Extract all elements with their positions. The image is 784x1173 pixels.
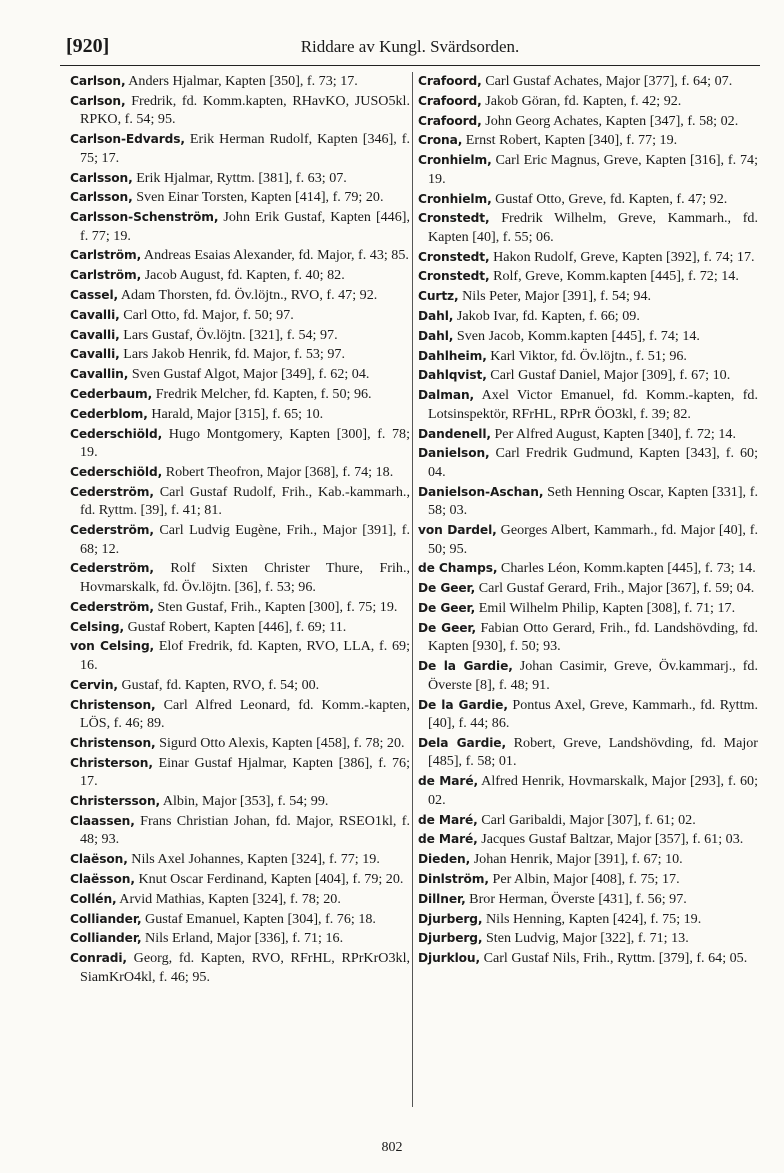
entry-surname: Danielson-Aschan, [418,484,544,499]
entry-surname: De Geer, [418,600,476,615]
entry-surname: Claassen, [70,813,135,828]
entry-surname: Dinlström, [418,871,489,886]
entry-details: Per Albin, Major [408], f. 75; 17. [492,870,680,887]
register-entry [70,92,410,129]
entry-surname: Carlsson, [70,170,133,185]
entry-details: Georg, fd. Kapten, RVO, RFrHL, RPrKrO3kl, SiamKrO4kl, f. 46; 95. [80,950,411,985]
entry-details: Nils Axel Johannes, Kapten [324], f. 77; 19. [131,851,380,868]
entry-surname: Crafoord, [418,74,482,88]
register-entry [70,208,410,245]
entry-surname: Djurberg, [418,911,483,926]
register-entry [70,326,410,345]
entry-surname: Dela Gardie, [418,735,506,750]
register-entry [70,618,410,637]
entry-details: Jacob August, fd. Kapten, f. 40; 82. [144,267,345,284]
entry-details: Gustaf Emanuel, Kapten [304], f. 76; 18. [145,910,376,927]
entry-details: Jakob Ivar, fd. Kapten, f. 66; 09. [456,308,640,324]
entry-details: Carl Gustaf Gerard, Frih., Major [367], f. 59; 04. [478,580,755,597]
entry-details: Jakob Göran, fd. Kapten, f. 42; 92. [485,92,682,109]
entry-details: Seth Henning Oscar, Kapten [331], f. 58; 03. [428,483,758,519]
entry-details: Carl Gustaf Rudolf, Frih., Kab.-kammarh., fd. Ryttm. [39], f. 41; 81. [80,483,410,519]
register-entry [70,130,410,167]
entry-surname: Christenson, [70,697,156,712]
entry-details: Erik Herman Rudolf, Kapten [346], f. 75; 17. [80,131,410,166]
entry-columns [70,72,766,1112]
entry-details: Albin, Major [353], f. 54; 99. [162,793,329,810]
entry-surname: Cederström, [70,561,154,576]
entry-surname: Djurberg, [418,931,483,946]
entry-details: Gustaf Robert, Kapten [446], f. 69; 11. [127,618,347,635]
register-entry [70,266,410,285]
register-entry [70,521,410,558]
register-entry [418,559,758,578]
entry-details: Fabian Otto Gerard, Frih., fd. Landshövding, fd. Kapten [930], f. 50; 93. [428,619,758,655]
page-number: [920] [66,35,110,57]
register-entry [418,870,758,889]
entry-surname: de Maré, [418,812,478,827]
register-entry [418,521,758,558]
column-divider [412,72,413,1107]
entry-details: Johan Henrik, Major [391], f. 67; 10. [473,851,683,868]
entry-surname: Cederström, [70,484,154,499]
register-entry [70,246,410,265]
entry-details: Hakon Rudolf, Greve, Kapten [392], f. 74; 17. [493,248,755,265]
register-entry [70,405,410,424]
register-entry [70,734,410,753]
entry-details: Georges Albert, Kammarh., fd. Major [40], f. 50; 95. [428,522,758,557]
register-entry [70,850,410,869]
register-entry [70,929,410,948]
register-entry [418,209,758,246]
entry-details: Fredrik Wilhelm, Greve, Kammarh., fd. Kapten [40], f. 55; 06. [428,210,758,245]
register-entry [418,890,758,909]
register-entry [70,890,410,909]
entry-surname: Cronhielm, [418,191,492,206]
register-entry [418,347,758,366]
entry-surname: De la Gardie, [418,697,508,712]
entry-surname: Dahl, [418,328,454,343]
entry-details: Johan Casimir, Greve, Öv.kammarj., fd. Överste [8], f. 48; 91. [428,658,758,693]
entry-surname: Crona, [418,133,463,148]
entry-details: Sven Jacob, Komm.kapten [445], f. 74; 14. [456,327,700,344]
entry-surname: Collén, [70,891,117,906]
entry-surname: Cederschiöld, [70,426,163,441]
entry-details: Nils Peter, Major [391], f. 54; 94. [462,288,652,305]
entry-surname: Carlson, [70,93,126,108]
entry-surname: Curtz, [418,289,459,304]
entry-details: Robert Theofron, Major [368], f. 74; 18. [165,463,394,480]
register-entry [418,287,758,306]
register-entry [418,267,758,286]
page-title: Riddare av Kungl. Svärdsorden. [300,37,520,56]
entry-details: John Erik Gustaf, Kapten [446], f. 77; 19. [80,209,410,244]
register-entry [70,792,410,811]
register-entry [418,112,758,131]
entry-details: Carl Gustaf Nils, Frih., Ryttm. [379], f. 64; 05. [483,950,748,967]
register-entry [418,131,758,150]
register-entry [418,579,758,598]
right-column [418,72,758,969]
entry-details: Carl Gustaf Achates, Major [377], f. 64; 07. [485,73,733,89]
entry-surname: Christenson, [70,735,156,750]
entry-surname: Cederschiöld, [70,464,163,479]
entry-surname: Cavalli, [70,307,120,322]
register-entry [70,72,410,91]
entry-details: Carl Otto, fd. Major, f. 50; 97. [123,306,294,323]
entry-details: Sten Gustaf, Frih., Kapten [300], f. 75; 19. [157,598,398,615]
entry-surname: Dahl, [418,309,454,323]
entry-details: Fredrik Melcher, fd. Kapten, f. 50; 96. [155,385,372,402]
entry-surname: Carlson, [70,74,126,88]
entry-surname: De Geer, [418,620,477,635]
entry-details: Sigurd Otto Alexis, Kapten [458], f. 78; 20. [159,734,405,751]
entry-details: Carl Alfred Leonard, fd. Komm.-kapten, LÖS, f. 46; 89. [80,696,411,732]
register-entry [418,949,758,968]
entry-details: Carl Fredrik Gudmund, Kapten [343], f. 60; 04. [428,445,758,480]
left-column [70,72,410,987]
entry-surname: Dillner, [418,891,466,906]
register-entry [418,72,758,91]
register-entry [70,286,410,305]
entry-details: Per Alfred August, Kapten [340], f. 72; 14. [494,425,736,442]
entry-details: Rolf, Greve, Komm.kapten [445], f. 72; 14. [493,268,739,285]
register-entry [70,676,410,695]
register-entry [418,307,758,326]
register-entry [70,870,410,889]
register-entry [70,598,410,617]
entry-surname: Cavalli, [70,347,120,362]
register-entry [70,812,410,849]
entry-surname: Cronstedt, [418,269,490,284]
register-entry [418,772,758,809]
entry-details: Rolf Sixten Christer Thure, Frih., Hovmarskalk, fd. Öv.löjtn. [36], f. 53; 96. [80,560,410,595]
register-entry [70,345,410,364]
entry-surname: Colliander, [70,931,142,946]
register-entry [418,910,758,929]
entry-details: Sven Einar Torsten, Kapten [414], f. 79; 20. [136,189,384,206]
register-entry [418,657,758,694]
entry-surname: von Celsing, [70,639,155,654]
entry-surname: Dieden, [418,852,471,867]
register-entry [70,949,410,986]
entry-surname: Cronstedt, [418,211,490,226]
entry-surname: De la Gardie, [418,659,513,674]
entry-details: Gustaf Otto, Greve, fd. Kapten, f. 47; 92. [495,190,728,207]
entry-surname: Carlson-Edvards, [70,132,185,147]
entry-surname: Dahlheim, [418,348,487,363]
entry-details: Andreas Esaias Alexander, fd. Major, f. 43; 85. [143,247,409,264]
entry-details: Charles Léon, Komm.kapten [445], f. 73; 14. [500,560,756,577]
entry-surname: Crafoord, [418,113,482,128]
register-entry [418,850,758,869]
entry-surname: Carlström, [70,268,142,283]
entry-details: Pontus Axel, Greve, Kammarh., fd. Ryttm. [40], f. 44; 86. [428,696,758,732]
entry-surname: de Maré, [418,774,479,789]
entry-details: Sven Gustaf Algot, Major [349], f. 62; 04. [131,366,370,383]
entry-details: Ernst Robert, Kapten [340], f. 77; 19. [465,132,678,149]
entry-surname: Cronstedt, [418,249,490,264]
entry-surname: Cederström, [70,523,154,538]
entry-surname: Danielson, [418,446,490,461]
register-entry [418,696,758,733]
entry-surname: Christerson, [70,755,153,770]
entry-surname: Carlsson-Schenström, [70,210,219,225]
entry-surname: Claësson, [70,871,135,886]
register-entry [70,188,410,207]
register-entry [418,811,758,830]
entry-surname: Dalman, [418,388,475,403]
entry-surname: Conradi, [70,951,127,966]
entry-details: Carl Gustaf Daniel, Major [309], f. 67; 10. [490,367,731,384]
register-entry [70,463,410,482]
entry-surname: Crafoord, [418,93,482,108]
register-entry [70,306,410,325]
entry-details: Bror Herman, Överste [431], f. 56; 97. [469,890,687,907]
register-entry [418,327,758,346]
entry-details: Nils Henning, Kapten [424], f. 75; 19. [485,910,702,927]
register-entry [418,386,758,423]
entry-details: Nils Erland, Major [336], f. 71; 16. [145,930,344,947]
entry-details: Erik Hjalmar, Ryttm. [381], f. 63; 07. [136,169,347,186]
entry-surname: Carlsson, [70,190,133,205]
entry-surname: von Dardel, [418,523,497,538]
entry-details: Anders Hjalmar, Kapten [350], f. 73; 17. [128,73,358,89]
entry-surname: De Geer, [418,581,476,596]
entry-surname: Celsing, [70,619,125,634]
entry-details: Robert, Greve, Landshövding, fd. Major [485], f. 58; 01. [428,734,758,770]
entry-details: Carl Ludvig Eugène, Frih., Major [391], f. 68; 12. [80,522,411,557]
entry-details: Einar Gustaf Hjalmar, Kapten [386], f. 76; 17. [80,754,410,790]
entry-details: Alfred Henrik, Hovmarskalk, Major [293], f. 60; 02. [428,773,758,808]
entry-details: Gustaf, fd. Kapten, RVO, f. 54; 00. [121,676,320,693]
entry-details: John Georg Achates, Kapten [347], f. 58; 02. [485,112,739,129]
entry-surname: de Champs, [418,561,498,576]
entry-surname: Djurklou, [418,951,481,966]
register-entry [418,734,758,771]
entry-details: Elof Fredrik, fd. Kapten, RVO, LLA, f. 69; 16. [80,638,410,673]
page-header [60,35,760,66]
entry-surname: Cederström, [70,599,154,614]
entry-surname: Cervin, [70,677,118,692]
register-entry [418,151,758,188]
entry-details: Hugo Montgomery, Kapten [300], f. 78; 19. [80,425,410,461]
entry-details: Lars Gustaf, Öv.löjtn. [321], f. 54; 97. [123,326,338,343]
entry-surname: Cederbaum, [70,386,153,401]
entry-surname: Claëson, [70,852,128,867]
register-entry [418,599,758,618]
register-entry [70,637,410,674]
entry-details: Carl Garibaldi, Major [307], f. 61; 02. [481,811,696,828]
entry-details: Frans Christian Johan, fd. Major, RSEO1kl, f. 48; 93. [80,812,410,848]
register-entry [70,910,410,929]
folio-number: 802 [381,1140,403,1155]
register-entry [418,929,758,948]
register-entry [70,169,410,188]
entry-surname: Cronhielm, [418,153,492,168]
entry-surname: Cederblom, [70,406,148,421]
register-entry [418,190,758,209]
entry-details: Karl Viktor, fd. Öv.löjtn., f. 51; 96. [490,347,687,364]
register-entry [70,385,410,404]
entry-details: Adam Thorsten, fd. Öv.löjtn., RVO, f. 47; 92. [120,287,378,304]
entry-details: Knut Oscar Ferdinand, Kapten [404], f. 79; 20. [138,870,404,887]
register-entry [418,92,758,111]
register-entry [418,248,758,267]
entry-surname: Colliander, [70,911,142,926]
entry-details: Jacques Gustaf Baltzar, Major [357], f. 61; 03. [481,831,744,848]
register-entry [418,444,758,481]
entry-details: Fredrik, fd. Komm.kapten, RHavKO, JUSO5kl. RPKO, f. 54; 95. [80,92,410,128]
register-entry [70,425,410,462]
register-entry [70,483,410,520]
register-entry [70,696,410,733]
entry-surname: Cavallin, [70,367,129,382]
register-entry [70,365,410,384]
entry-surname: Dahlqvist, [418,368,487,383]
entry-details: Arvid Mathias, Kapten [324], f. 78; 20. [119,890,341,907]
register-entry [418,619,758,656]
register-entry [70,754,410,791]
register-entry [418,483,758,520]
entry-details: Sten Ludvig, Major [322], f. 71; 13. [485,930,689,947]
register-entry [418,830,758,849]
register-entry [70,559,410,596]
entry-details: Harald, Major [315], f. 65; 10. [151,405,324,422]
register-entry [418,366,758,385]
entry-surname: Christersson, [70,794,161,809]
register-entry [418,425,758,444]
entry-surname: de Maré, [418,832,478,847]
entry-details: Lars Jakob Henrik, fd. Major, f. 53; 97. [123,346,345,363]
entry-details: Emil Wilhelm Philip, Kapten [308], f. 71; 17. [478,599,736,616]
entry-surname: Cassel, [70,288,119,303]
entry-surname: Carlström, [70,248,142,263]
entry-surname: Dandenell, [418,426,491,441]
entry-details: Carl Eric Magnus, Greve, Kapten [316], f. 74; 19. [428,152,758,187]
entry-surname: Cavalli, [70,327,120,342]
entry-details: Axel Victor Emanuel, fd. Komm.-kapten, fd. Lotsinspektör, RFrHL, RPrR ÖO3kl, f. 39; 82. [428,387,758,422]
